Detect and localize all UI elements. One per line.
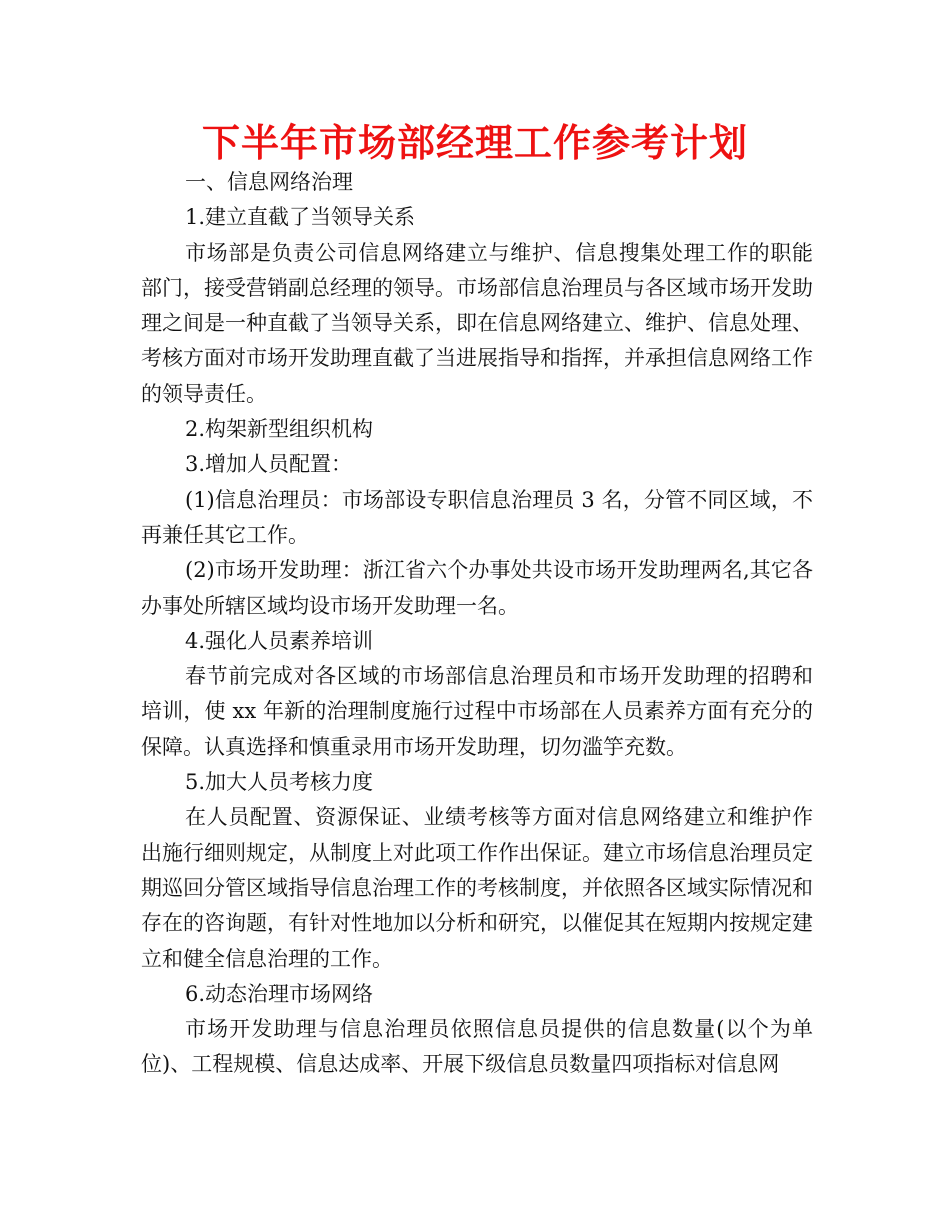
- subheading: 3.增加人员配置：: [185, 452, 353, 477]
- subheading: 2.构架新型组织机构: [185, 417, 374, 442]
- paragraph: (1)信息治理员：市场部设专职信息治理员 3 名，分管不同区域，不再兼任其它工作。: [141, 487, 813, 547]
- subheading: 4.强化人员素养培训: [185, 628, 374, 653]
- paragraph: 春节前完成对各区域的市场部信息治理员和市场开发助理的招聘和培训，使 xx 年新的治理制度施行过程中市场部在人员素养方面有充分的保障。认真选择和慎重录用市场开发助理，切勿滥竽充数。: [141, 664, 813, 759]
- paragraph: 市场部是负责公司信息网络建立与维护、信息搜集处理工作的职能部门，接受营销副总经理的领导。市场部信息治理员与各区域市场开发助理之间是一种直截了当领导关系，即在信息网络建立、维护、信息处理、考核方面对市场开发助理直截了当进展指导和指挥，并承担信息网络工作的领导责任。: [141, 240, 813, 406]
- document-title: 下半年市场部经理工作参考计划: [201, 121, 748, 165]
- section-heading: 一、信息网络治理: [185, 170, 353, 194]
- document-body: [141, 165, 813, 1083]
- subheading: 6.动态治理市场网络: [185, 981, 374, 1006]
- paragraph: 市场开发助理与信息治理员依照信息员提供的信息数量(以个为单位)、工程规模、信息达成率、开展下级信息员数量四项指标对信息网: [141, 1017, 813, 1077]
- subheading: 5.加大人员考核力度: [185, 770, 374, 795]
- subheading: 1.建立直截了当领导关系: [185, 205, 416, 230]
- paragraph: 在人员配置、资源保证、业绩考核等方面对信息网络建立和维护作出施行细则规定，从制度上对此项工作作出保证。建立市场信息治理员定期巡回分管区域指导信息治理工作的考核制度，并依照各区域实际情况和存在的咨询题，有针对性地加以分析和研究，以催促其在短期内按规定建立和健全信息治理的工作。: [141, 805, 813, 971]
- paragraph: (2)市场开发助理：浙江省六个办事处共设市场开发助理两名,其它各办事处所辖区域均设市场开发助理一名。: [141, 558, 813, 618]
